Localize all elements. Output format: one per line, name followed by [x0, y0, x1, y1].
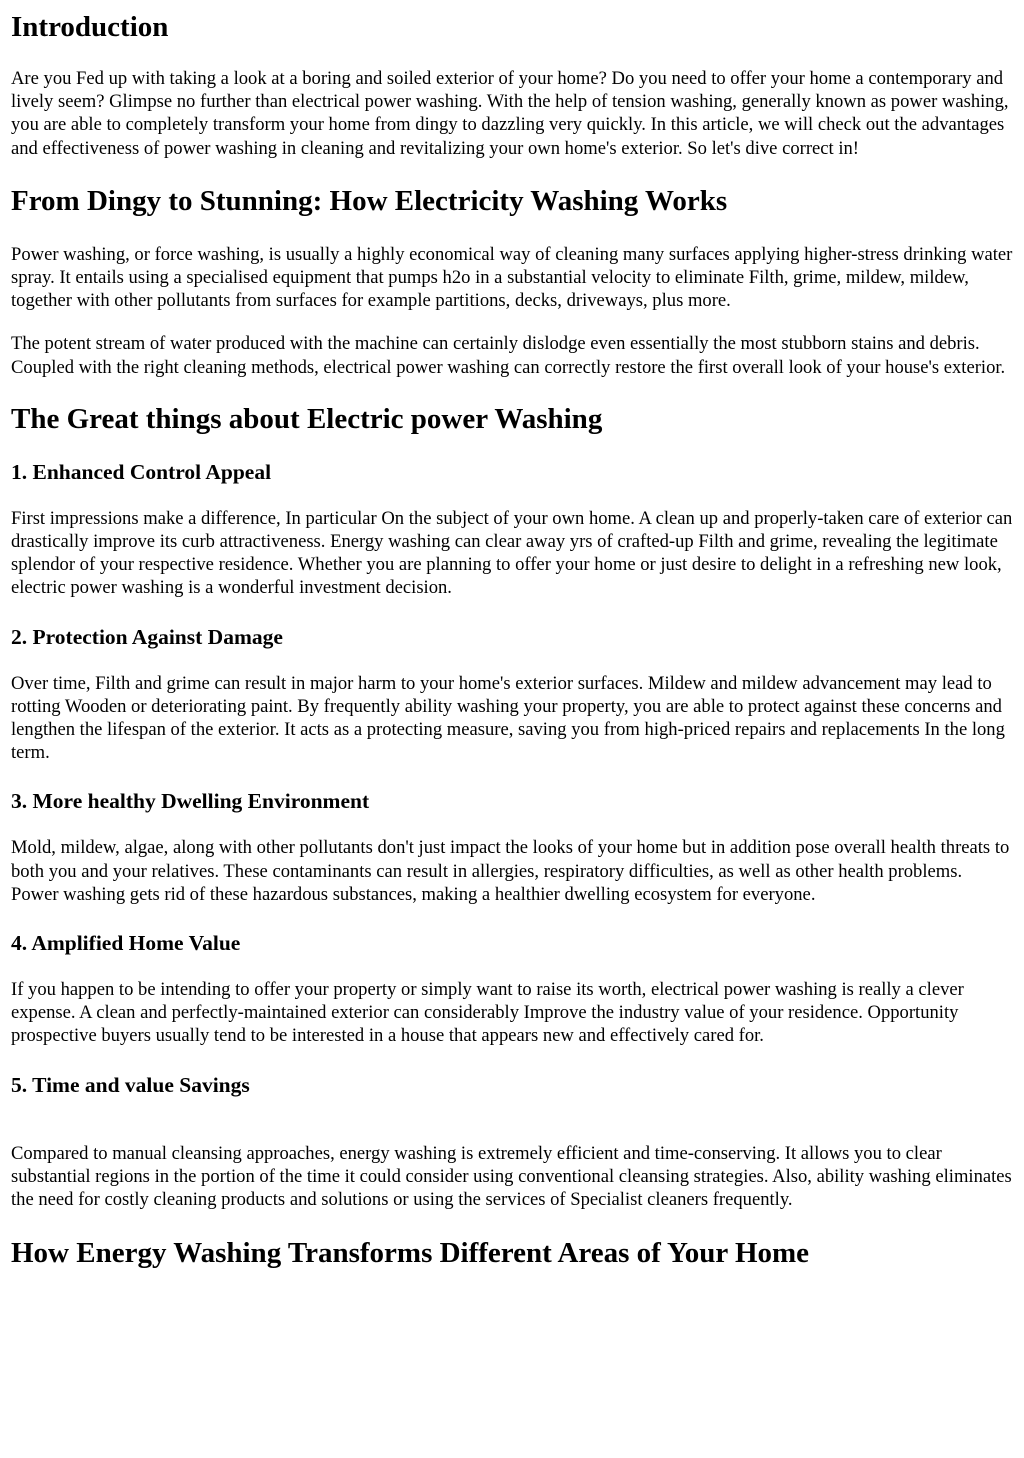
- how-it-works-paragraph-1: Power washing, or force washing, is usually a highly economical way of cleaning many surfaces applying higher-stress drinking water spray. It entails using a specialised equipment that pumps h2o in a substantial velocity to eliminate Filth, grime, mildew, mildew, together with other pollutants from surfaces for example partitions, decks, driveways, plus more.: [11, 243, 1013, 312]
- benefit-text: If you happen to be intending to offer your property or simply want to raise its worth, electrical power washing is really a clever expense. A clean and perfectly-maintained exterior can considerably Improve the industry value of your residence. Opportunity prospective buyers usually tend to be interested in a house that appears new and effectively cared for.: [11, 979, 964, 1047]
- benefit-text: Over time, Filth and grime can result in major harm to your home's exterior surfaces. Mildew and mildew advancement may lead to rotting Wooden or deteriorating paint. By frequently ability washing your property, you are able to protect against these concerns and lengthen the lifespan of the exterior. It acts as a protecting measure, saving you from high-priced repairs and replacements In the long term.: [11, 672, 1005, 764]
- benefit-text: First impressions make a difference, In particular On the subject of your own home. A clean up and properly-taken care of exterior can drastically improve its curb attractiveness. Energy washing can clear away yrs of crafted-up Filth and grime, revealing the legitimate splendor of your respective residence. Whether you are planning to offer your home or just desire to delight in a refreshing new look, electric power washing is a wonderful investment decision.: [11, 507, 1013, 599]
- article: [0, 10, 1024, 1270]
- benefit-text: Compared to manual cleansing approaches, energy washing is extremely efficient and time-conserving. It allows you to clear substantial regions in the portion of the time it could consider using conventional cleansing strategies. Also, ability washing eliminates the need for costly cleaning products and solutions or using the services of Specialist cleaners frequently.: [11, 1142, 1012, 1211]
- benefit-text: Mold, mildew, algae, along with other pollutants don't just impact the looks of your home but in addition pose overall health threats to both you and your relatives. These contaminants can result in allergies, respiratory difficulties, as well as other health problems. Power washing gets rid of these hazardous substances, making a healthier dwelling ecosystem for everyone.: [11, 837, 1010, 905]
- how-it-works-heading: From Dingy to Stunning: How Electricity Washing Works: [11, 184, 728, 217]
- benefit-title: 4. Amplified Home Value: [11, 931, 241, 956]
- intro-heading: Introduction: [11, 11, 169, 43]
- benefit-title: 1. Enhanced Control Appeal: [11, 459, 272, 484]
- benefit-title: 2. Protection Against Damage: [11, 624, 283, 649]
- areas-heading: How Energy Washing Transforms Different Areas of Your Home: [11, 1237, 810, 1270]
- benefit-title: 5. Time and value Savings: [11, 1072, 250, 1097]
- benefits-heading: The Great things about Electric power Washing: [11, 402, 603, 435]
- benefit-title: 3. More healthy Dwelling Environment: [11, 789, 370, 814]
- how-it-works-paragraph-2: The potent stream of water produced with the machine can certainly dislodge even essentially the most stubborn stains and debris. Coupled with the right cleaning methods, electrical power washing can correctly restore the first overall look of your house's exterior.: [11, 333, 1006, 378]
- intro-paragraph: Are you Fed up with taking a look at a boring and soiled exterior of your home? Do you need to offer your home a contemporary and lively seem? Glimpse no further than electrical power washing. With the help of tension washing, generally known as power washing, you are able to completely transform your home from dingy to dazzling very quickly. In this article, we will check out the advantages and effectiveness of power washing in cleaning and revitalizing your own home's exterior. So let's dive correct in!: [11, 68, 1009, 159]
